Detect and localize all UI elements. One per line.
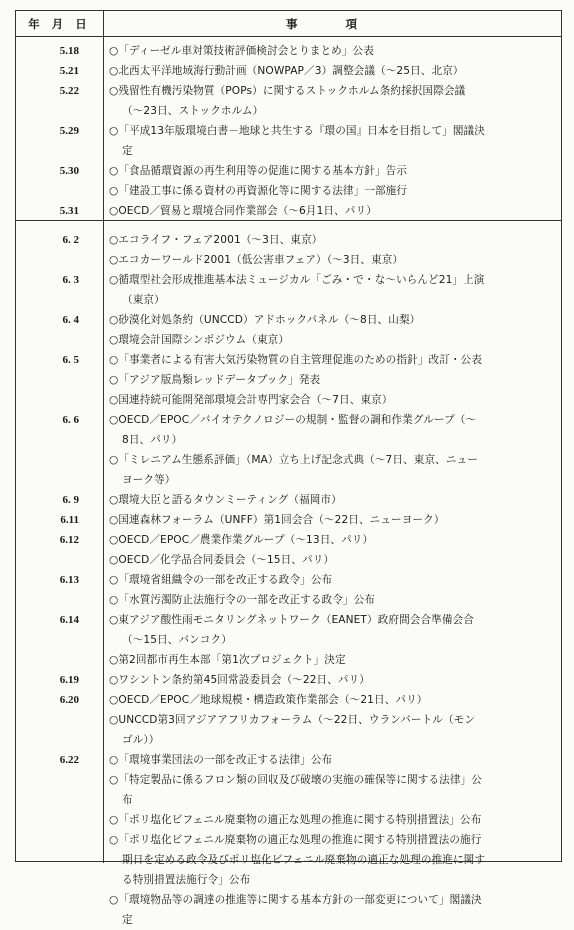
entry-text: ○「水質汚濁防止法施行令の一部を改正する政令」公布 [109, 594, 375, 606]
entry-text-continued: る特別措置法施行令」公布 [122, 874, 251, 886]
entry-date: 6. 6 [62, 414, 79, 426]
entry-date: 6. 5 [62, 354, 79, 366]
entry-date: 6.14 [59, 614, 79, 626]
date-column-header: 年 月 日 [16, 11, 104, 36]
entry-text: ○「ポリ塩化ビフェニル廃棄物の適正な処理の推進に関する特別措置法」公布 [109, 814, 482, 826]
entry-text: ○UNCCD第3回アジアアフリカフォーラム（～22日、ウランバートル（モン [109, 714, 476, 726]
entry-text: ○環境大臣と語るタウンミーティング（福岡市） [109, 494, 342, 506]
entry-text: ○東アジア酸性雨モニタリングネットワーク（EANET）政府間会合準備会合 [109, 614, 474, 626]
entry-text: ○「事業者による有害大気汚染物質の自主管理促進のための指針」改訂・公表 [109, 354, 482, 366]
entry-text-continued: （～23日、ストックホルム） [122, 105, 264, 117]
entry-text: ○OECD／化学品合同委員会（～15日、パリ） [109, 554, 335, 566]
event-column-header: 事 項 [285, 16, 379, 31]
entry-date: 6.11 [60, 514, 79, 526]
entry-text: ○「環境物品等の調達の推進等に関する基本方針の一部変更について」閣議決 [109, 894, 482, 906]
entry-date: 6. 2 [62, 234, 79, 246]
entry-text: ○「食品循環資源の再生利用等の促進に関する基本方針」告示 [109, 165, 408, 177]
table-header [16, 11, 561, 37]
entry-text: ○「環境事業団法の一部を改正する法律」公布 [109, 754, 333, 766]
entry-text-continued: 布 [122, 794, 133, 806]
entry-date: 6.13 [59, 574, 79, 586]
entry-date: 5.22 [59, 85, 79, 97]
entry-text: ○ワシントン条約第45回常設委員会（～22日、パリ） [109, 674, 371, 686]
entry-date: 6.12 [59, 534, 79, 546]
entry-text: ○「建設工事に係る資材の再資源化等に関する法律」一部施行 [109, 185, 408, 197]
entry-text: ○北西太平洋地域海行動計画（NOWPAP／3）調整会議（～25日、北京） [109, 65, 464, 77]
column-divider [103, 37, 104, 863]
entry-date: 5.21 [59, 65, 79, 77]
entry-text: ○国連森林フォーラム（UNFF）第1回会合（～22日、ニューヨーク） [109, 514, 445, 526]
entry-text-continued: ゴル）） [122, 734, 160, 746]
entry-text: ○エコカーワールド2001（低公害車フェア）（～3日、東京） [109, 254, 404, 266]
entry-date: 6.19 [59, 674, 79, 686]
entry-text: ○OECD／貿易と環境合同作業部会（～6月1日、パリ） [109, 205, 377, 217]
entry-text: ○循環型社会形成推進基本法ミュージカル「ごみ・で・な～いらんど21」上演 [109, 274, 485, 286]
entry-date: 5.31 [59, 205, 79, 217]
entry-date: 5.30 [59, 165, 79, 177]
entry-text: ○「環境省組織令の一部を改正する政令」公布 [109, 574, 333, 586]
entry-text: ○エコライフ・フェア2001（～3日、東京） [109, 234, 323, 246]
entry-text-continued: 8日、パリ） [122, 434, 183, 446]
chronology-table [15, 10, 562, 926]
entry-text: ○環境会計国際シンポジウム（東京） [109, 334, 290, 346]
entry-text: ○「アジア版鳥類レッドデータブック」発表 [109, 374, 321, 386]
entry-text: ○OECD／EPOC／農業作業グループ（～13日、パリ） [109, 534, 374, 546]
entry-date: 6.20 [59, 694, 79, 706]
entry-date: 5.29 [59, 125, 79, 137]
entry-text: ○「平成13年版環境白書－地球と共生する『環の国』日本を目指して」閣議決 [109, 125, 485, 137]
entry-text-continued: （東京） [122, 294, 165, 306]
entry-text-continued: 定 [122, 145, 133, 157]
entry-date: 6. 3 [62, 274, 79, 286]
entry-text: ○「ディーゼル車対策技術評価検討会とりまとめ」公表 [109, 45, 374, 57]
entry-text: ○OECD／EPOC／バイオテクノロジーの規制・監督の調和作業グループ（～ [109, 414, 477, 426]
entry-date: 6. 4 [62, 314, 79, 326]
entry-date: 6.22 [59, 754, 79, 766]
entry-text: ○「ポリ塩化ビフェニル廃棄物の適正な処理の推進に関する特別措置法の施行 [109, 834, 482, 846]
entry-text-continued: （～15日、バンコク） [122, 634, 232, 646]
entry-date: 5.18 [59, 45, 79, 57]
entry-text-continued: 期日を定める政令及びポリ塩化ビフェニル廃棄物の適正な処理の推進に関す [122, 854, 486, 866]
table-body [16, 37, 561, 926]
entry-text-continued: 定 [122, 914, 133, 926]
entry-date: 6. 9 [62, 494, 79, 506]
entry-text: ○「特定製品に係るフロン類の回収及び破壊の実施の確保等に関する法律」公 [109, 774, 482, 786]
entry-text: ○残留性有機汚染物質（POPs）に関するストックホルム条約採択国際会議 [109, 85, 466, 97]
entry-text: ○国連持続可能開発部環境会計専門家会合（～7日、東京） [109, 394, 393, 406]
entry-text: ○OECD／EPOC／地球規模・構造政策作業部会（～21日、パリ） [109, 694, 428, 706]
entry-text: ○「ミレニアム生態系評価」（MA）立ち上げ記念式典（～7日、東京、ニュー [109, 454, 478, 466]
entry-text-continued: ヨーク等） [122, 474, 176, 486]
entry-text: ○砂漠化対処条約（UNCCD）アドホックパネル（～8日、山梨） [109, 314, 421, 326]
entry-text: ○第2回都市再生本部「第1次プロジェクト」決定 [109, 654, 346, 666]
